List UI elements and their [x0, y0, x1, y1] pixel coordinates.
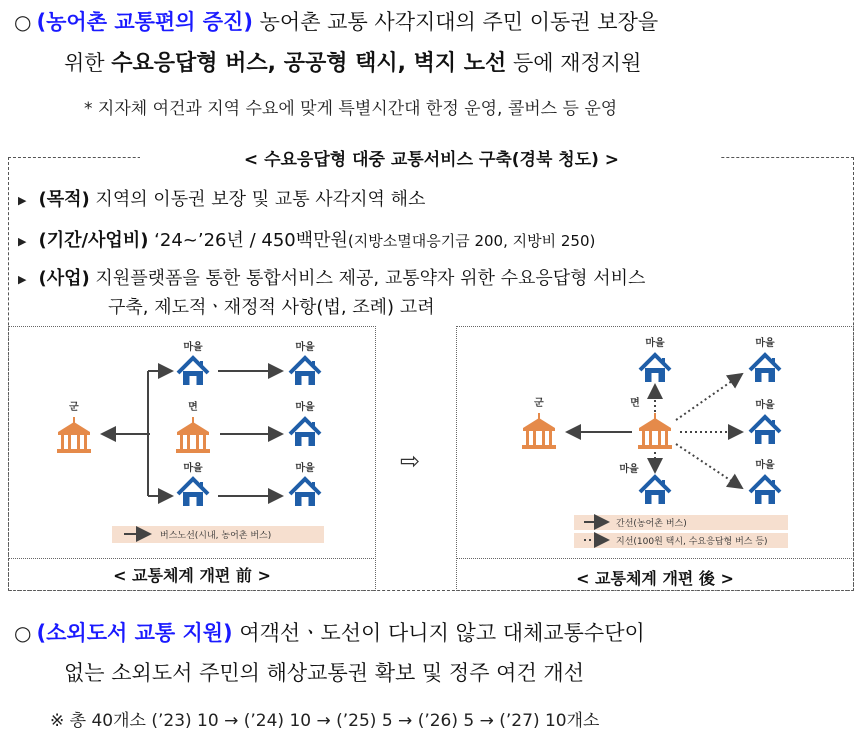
svg-text:마을: 마을: [295, 463, 315, 474]
section2-line2: 없는 소외도서 주민의 해상교통권 확보 및 정주 여건 개선: [64, 661, 584, 685]
svg-text:마을: 마을: [295, 342, 315, 353]
section1-line1-text: 농어촌 교통 사각지대의 주민 이동권 보장을: [252, 10, 659, 34]
section2-line1: [14, 617, 645, 647]
box-title: < 수요응답형 대중 교통서비스 구축(경북 청도) >: [243, 150, 620, 170]
village-house-icon: [290, 358, 320, 385]
legend-branch-label: 지선(100원 택시, 수요응답형 버스 등): [616, 537, 768, 547]
village-house-icon: [640, 355, 670, 382]
diagram-before: [57, 340, 324, 543]
village-house-icon: [290, 419, 320, 446]
section1-line2-bold: 수요응답형 버스, 공공형 택시, 벽지 노선: [111, 51, 507, 76]
section1-heading: (농어촌 교통편의 증진): [36, 10, 253, 34]
caption-after: < 교통체계 개편 後 >: [576, 569, 734, 588]
township-label: 면: [188, 402, 198, 413]
section2-bullet: ○: [14, 621, 32, 645]
township-office-icon: [638, 413, 672, 449]
legend-main-label: 간선(농어촌 버스): [616, 519, 687, 529]
svg-text:마을: 마을: [183, 342, 203, 353]
box-item-project-cont: 구축, 제도적ㆍ재정적 사항(법, 조례) 고려: [108, 297, 435, 318]
box-item-period: ▶ (기간/사업비) ‘24~’26년 / 450백만원(지방소멸대응기금 200, 지방비 250): [18, 230, 596, 251]
section1-note: * 지자체 여건과 지역 수요에 맞게 특별시간대 한정 운영, 콜버스 등 운영: [84, 99, 618, 119]
svg-text:마을: 마을: [295, 402, 315, 413]
section2-heading: (소외도서 교통 지원): [36, 621, 233, 645]
village-house-icon: [640, 477, 670, 504]
township-office-icon: [176, 417, 210, 453]
svg-text:마을: 마을: [183, 463, 203, 474]
triangle-bullet-icon: ▶: [18, 234, 27, 248]
section1-line2-prefix: 위한: [64, 51, 112, 75]
svg-text:마을: 마을: [755, 460, 775, 471]
box-item-purpose: ▶ (목적) 지역의 이동권 보장 및 교통 사각지역 해소: [18, 189, 426, 210]
village-house-icon: [750, 477, 780, 504]
svg-text:마을: 마을: [619, 464, 639, 475]
triangle-bullet-icon: ▶: [18, 193, 27, 207]
svg-text:마을: 마을: [755, 400, 775, 411]
section1-bullet: ○: [14, 10, 32, 34]
county-label: 군: [69, 402, 79, 413]
svg-text:마을: 마을: [755, 338, 775, 349]
box-item-project: ▶ (사업) 지원플랫폼을 통한 통합서비스 제공, 교통약자 위한 수요응답형 서비스: [18, 268, 646, 289]
section2-note: ※ 총 40개소 (’23) 10 → (’24) 10 → (’25) 5 → (’26) 5 → (’27) 10개소: [50, 711, 600, 731]
section2-line1-text: 여객선ㆍ도선이 다니지 않고 대체교통수단이: [232, 621, 645, 645]
village-house-icon: [290, 479, 320, 506]
village-house-icon: [750, 417, 780, 444]
village-house-icon: [750, 355, 780, 382]
section1-line2-suffix: 등에 재정지원: [506, 51, 642, 75]
svg-text:마을: 마을: [645, 338, 665, 349]
county-office-icon: [522, 413, 556, 449]
county-label: 군: [534, 398, 544, 409]
township-label: 면: [630, 398, 640, 409]
village-house-icon: [178, 479, 208, 506]
triangle-bullet-icon: ▶: [18, 272, 27, 286]
county-office-icon: [57, 417, 91, 453]
transition-arrow-icon: ⇨: [400, 447, 421, 475]
legend-label: 버스노선(시내, 농어촌 버스): [160, 531, 272, 541]
diagram-after: [522, 336, 788, 548]
village-house-icon: [178, 358, 208, 385]
caption-before: < 교통체계 개편 前 >: [113, 566, 271, 585]
